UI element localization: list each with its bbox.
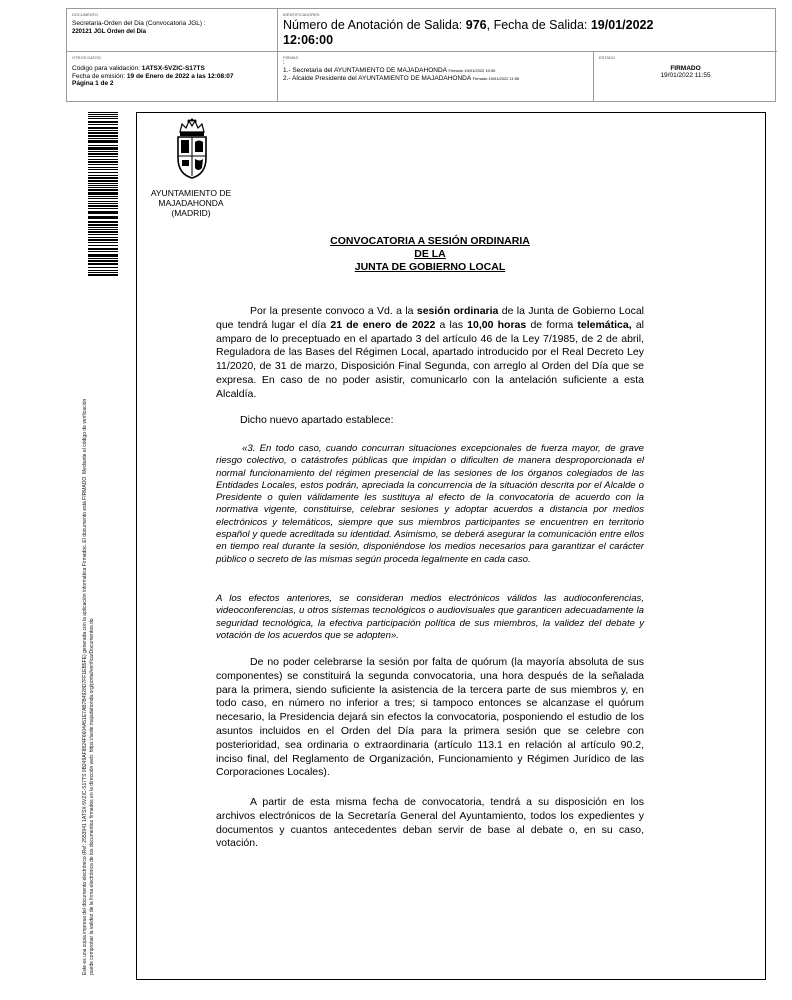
documento-cell: [67, 9, 278, 52]
quote-paragraph-1: «3. En todo caso, cuando concurran situaciones excepcionales de fuerza mayor, de grave riesgo colectivo, o catástrofes públicas que impidan o dificulten de manera desproporcionada el normal funcionamiento del régimen presencial de las sesiones de los órganos colegiados de las Entidades Locales, estos podrán, apreciada la concurrencia de la situación descrita por el Alcalde o Presidente o quien válidamente les sustituya al efecto de la convocatoria de acuerdo con la normativa vigente, constituirse, celebrar sesiones y adoptar acuerdos a distancia por medios electrónicos y telemáticos, siempre que sus miembros participantes se encuentren en territorio español y quede acreditada su identidad. Asimismo, se deberá asegurar la comunicación entre ellos en tiempo real durante la sesión, disponiéndose los medios necesarios para garantizar el carácter público o secreto de las mismas según proceda legalmente en cada caso.: [216, 443, 644, 565]
side-text-line-2: puede comprobar la validez de la firma electrónica de los documentos firmados en la dirección web: https://sede.majadahonda.org/portal/verificarDocumentos.do: [88, 618, 95, 975]
p1-date: 21 de enero de 2022: [330, 318, 436, 331]
codigo-validacion: [72, 65, 272, 73]
firma-1: [283, 67, 588, 75]
paragraph-convocatoria: [216, 305, 644, 402]
p1-time: 10,00 horas: [467, 318, 527, 331]
fecha-emision: [72, 73, 272, 81]
coat-of-arms-icon: [172, 118, 212, 180]
paragraph-quorum: De no poder celebrarse la sesión por falta de quórum (la mayoría absoluta de sus componentes) se constituirá la segunda convocatoria, una hora después de la señalada para la primera, siendo suficiente la asistencia de la tercera parte de sus miembros y, en todo caso, en número no inferior a tres; si tampoco entonces se alcanzase el quórum necesario, la Presidencia dejará sin efectos la convocatoria, posponiendo el estudio de los asuntos incluidos en el Orden del Día para la primera sesión que se celebre con posterioridad, sea ordinaria o extraordinaria (artículo 113.1 en relación al artículo 90.2, inciso final, del Reglamento de Organización, Funcionamiento y Régimen Jurídico de las Corporaciones Locales).: [216, 656, 644, 779]
anotacion-mid: , Fecha de Salida:: [486, 18, 591, 32]
p1-telematica: telemática,: [577, 318, 632, 331]
identificadores-label: IDENTIFICADORES: [283, 12, 320, 17]
codigo-prefix: Código para validación:: [72, 65, 142, 72]
title-line-2: DE LA: [414, 248, 446, 260]
p1-e: a las: [435, 318, 468, 331]
documento-type: Secretaria-Orden del Dia (Convocatoria JGL) :: [72, 20, 206, 27]
quote-paragraph-2: A los efectos anteriores, se consideran medios electrónicos válidos las audioconferencias, videoconferencias, u otros sistemas tecnológicos o audiovisuales que garanticen adecuadamente la seguridad tecnológica, la efectiva participación política de sus miembros, la validez del debate y votación de los acuerdos que se adopten».: [216, 593, 644, 641]
p1-a: Por la presente convoco a Vd. a la: [250, 305, 417, 317]
otros-label: OTROS DATOS: [72, 55, 101, 60]
org-line-1: AYUNTAMIENTO DE: [150, 188, 232, 198]
organization-name: [135, 188, 247, 218]
verification-side-text: [82, 285, 95, 975]
anotacion-time: 12:06:00: [283, 33, 334, 47]
signature-header: [66, 8, 776, 102]
documento-label: DOCUMENTO: [72, 12, 99, 17]
documento-name: 220121 JGL Orden del Día: [72, 29, 146, 35]
estado-label: ESTADO: [599, 55, 616, 60]
p1-sesion: sesión ordinaria: [416, 305, 499, 317]
org-line-3: (MADRID): [171, 208, 211, 218]
otros-datos-cell: [67, 52, 278, 102]
p1-c: de la Junta de Gobierno Local que tendrá lugar el día: [216, 305, 644, 331]
org-line-2: MAJADAHONDA: [158, 198, 224, 208]
p1-i: al amparo de lo preceptuado en el apartado 3 del artículo 46 de la Ley 7/1985, de 2 de abril, Reguladora de las Bases del Régimen Local, apartado introducido por el Real Decreto Ley 11/2020, de 31 de marzo, Disposición Final Segunda, con arreglo al Orden del Día que se expresa. En caso de no poder asistir, comunicarlo con la antelación suficiente a esta Alcaldía.: [216, 318, 645, 400]
title-line-3: JUNTA DE GOBIERNO LOCAL: [354, 261, 506, 273]
firma-1-date: Firmado 19/01/2022 10:30: [448, 68, 496, 73]
estado-date: 19/01/2022 11:55: [660, 72, 711, 79]
firma-2-text: 2.- Alcalde Presidente del AYUNTAMIENTO DE MAJADAHONDA: [283, 75, 471, 82]
firma-2-date: Firmado 19/01/2022 11:55: [472, 76, 520, 81]
estado-cell: [594, 52, 777, 102]
emision-value: 19 de Enero de 2022 a las 12:08:07: [126, 72, 234, 80]
pagina: [72, 80, 272, 88]
title-line-1: CONVOCATORIA A SESIÓN ORDINARIA: [330, 235, 530, 247]
anotacion-date: 19/01/2022: [590, 18, 654, 32]
anotacion-time-row: [283, 33, 772, 47]
emision-prefix: Fecha de emisión:: [72, 72, 127, 80]
anotacion-prefix: Número de Anotación de Salida:: [283, 18, 466, 32]
firmas-cell: [278, 52, 594, 102]
p1-g: de forma: [526, 318, 578, 331]
firma-2: [283, 75, 588, 83]
side-text-line-1: Este es una copia impresa del documento electrónico (Ref: 2553941 1ATSX-5VZIC-S17TS 0B249AF8824F6604A51E7AB7B4928D7FF1EB5FE) generada con la aplicación informática Firmadoc. El documento está FIRMADO. Mediante el código de verificación: [82, 398, 88, 975]
firmas-label: FIRMAS: [283, 55, 299, 60]
firmas-separator: :: [283, 60, 285, 66]
firma-1-text: 1.- Secretaria del AYUNTAMIENTO DE MAJADAHONDA: [283, 67, 447, 74]
codigo-value: 1ATSX-5VZIC-S17TS: [141, 65, 205, 72]
estado-value: FIRMADO: [670, 65, 701, 72]
anotacion-salida: [283, 18, 772, 32]
paragraph-archivos: A partir de esta misma fecha de convocatoria, tendrá a su disposición en los archivos electrónicos de la Secretaría General del Ayuntamiento, todos los expedientes y documentos y cuantos antecedentes deban servir de base al debate o, en su caso, votación.: [216, 796, 644, 850]
pagina-value: Página 1 de 2: [72, 80, 114, 87]
identificadores-cell: [278, 9, 777, 52]
barcode-icon: [88, 112, 118, 280]
paragraph-apartado: Dicho nuevo apartado establece:: [240, 414, 394, 426]
anotacion-number: 976: [465, 18, 487, 32]
document-title: [230, 235, 630, 274]
